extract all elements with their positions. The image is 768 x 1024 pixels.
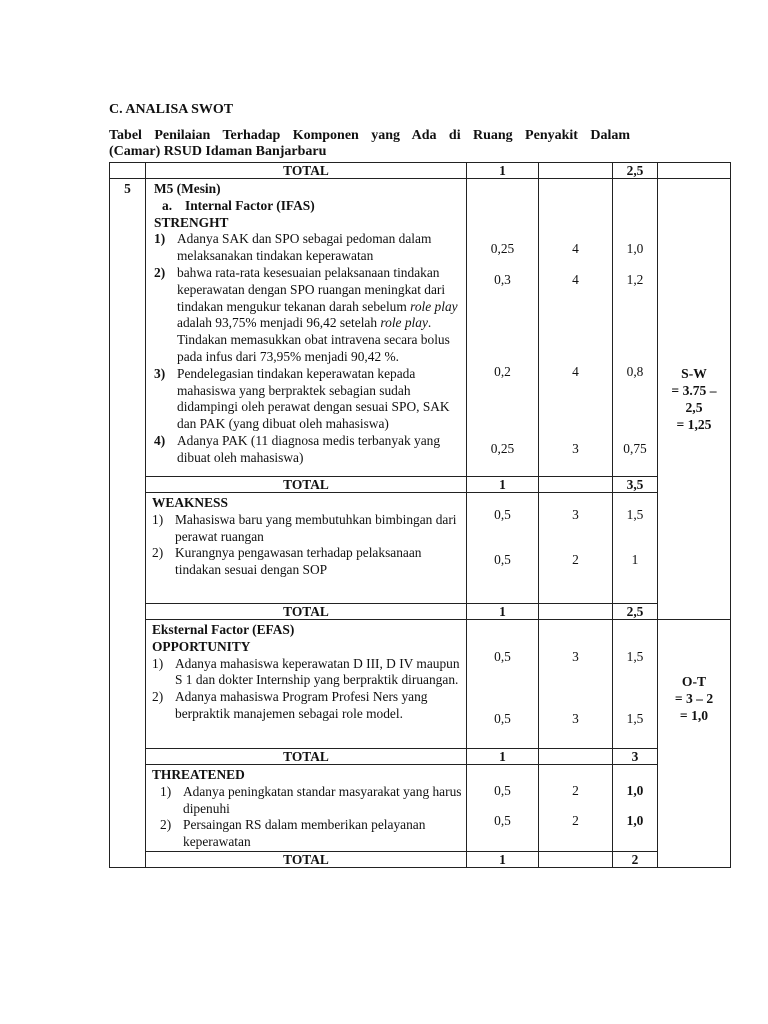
strength-scores: 1,0 1,2 0,8 0,75 [613, 179, 658, 477]
opportunity-label: OPPORTUNITY [152, 638, 251, 654]
opportunity-ratings: 3 3 [539, 620, 613, 749]
total-rating [539, 749, 613, 765]
total-rating [539, 163, 613, 179]
total-score: 3 [613, 749, 658, 765]
opportunity-item-2: 2) Adanya mahasiswa Program Profesi Ners yang berpraktik manajemen sebagai role model. [152, 689, 428, 721]
sw-result: S-W = 3.75 – 2,5 = 1,25 [658, 179, 731, 620]
total-label: TOTAL [146, 604, 467, 620]
swot-table [109, 162, 731, 868]
total-score: 2,5 [613, 604, 658, 620]
threatened-ratings: 2 2 [539, 765, 613, 852]
weakness-item-1: 1) Mahasiswa baru yang membutuhkan bimbingan dari perawat ruangan [152, 511, 457, 544]
table-row-strength-total [110, 477, 731, 493]
total-rating [539, 477, 613, 493]
opportunity-item-1: 1) Adanya mahasiswa keperawatan D III, D IV maupun S 1 dan dokter Internship yang berpraktik diruangan. [152, 655, 460, 688]
total-weight: 1 [467, 851, 539, 867]
row-number-text: 5 [124, 181, 131, 196]
strength-item-2: 2) bahwa rata-rata kesesuaian pelaksanaan tindakan keperawatan dengan SPO ruangan meningkat dari tindakan mengukur tekanan darah sebelum role play adalah 93,75% menjadi 96,42 setelah role play. Tindakan memasukkan obat intravena secara bolus pada infus dari 73,95% menjadi 90,42 %. [154, 264, 458, 364]
threatened-weights: 0,5 0,5 [467, 765, 539, 852]
weakness-item-2: 2) Kurangnya pengawasan terhadap pelaksanaan tindakan sesuai dengan SOP [152, 545, 422, 578]
total-score: 2,5 [613, 163, 658, 179]
opportunity-description [146, 620, 467, 749]
opportunity-weights: 0,5 0,5 [467, 620, 539, 749]
table-row-threatened-total [110, 851, 731, 867]
threatened-item-2: 2) Persaingan RS dalam memberikan pelayanan keperawatan [160, 817, 426, 850]
strength-label: STRENGHT [154, 214, 229, 230]
cell-empty [658, 163, 731, 179]
threatened-item-1: 1) Adanya peningkatan standar masyarakat yang harus dipenuhi [160, 783, 462, 816]
external-factor-title: Eksternal Factor (EFAS) [152, 622, 295, 637]
total-rating [539, 604, 613, 620]
strength-description [146, 179, 467, 477]
strength-item-3: 3) Pendelegasian tindakan keperawatan kepada mahasiswa yang berpraktek sebagian sudah didampingi oleh perawat dengan sesuai SPO, SAK dan PAK (yang dibuat oleh mahasiswa) [154, 365, 450, 432]
section-title: M5 (Mesin) [154, 181, 221, 196]
total-label: TOTAL [146, 163, 467, 179]
strength-item-4: 4) Adanya PAK (11 diagnosa medis terbanyak yang dibuat oleh mahasiswa) [154, 432, 441, 465]
table-row-strength [110, 179, 731, 477]
weakness-ratings: 3 2 [539, 493, 613, 604]
internal-factor-title: a. Internal Factor (IFAS) [162, 197, 315, 213]
total-label: TOTAL [146, 477, 467, 493]
table-row-opportunity [110, 620, 731, 749]
table-caption-line-1: Tabel Penilaian Terhadap Komponen yang Ada di Ruang Penyakit Dalam [109, 128, 630, 143]
total-rating [539, 851, 613, 867]
total-weight: 1 [467, 163, 539, 179]
total-label: TOTAL [146, 851, 467, 867]
strength-weights: 0,25 0,3 0,2 0,25 [467, 179, 539, 477]
weakness-weights: 0,5 0,5 [467, 493, 539, 604]
strength-ratings: 4 4 4 3 [539, 179, 613, 477]
table-row-weakness-total [110, 604, 731, 620]
table-row-threatened [110, 765, 731, 852]
cell-empty [110, 163, 146, 179]
total-score: 3,5 [613, 477, 658, 493]
total-label: TOTAL [146, 749, 467, 765]
table-caption [109, 128, 630, 160]
ot-result: O-T = 3 – 2 = 1,0 [658, 620, 731, 868]
table-row-opportunity-total [110, 749, 731, 765]
table-caption-line-2: (Camar) RSUD Idaman Banjarbaru [109, 144, 327, 159]
table-row-weakness [110, 493, 731, 604]
total-weight: 1 [467, 749, 539, 765]
threatened-label: THREATENED [152, 767, 245, 782]
row-number [110, 179, 146, 868]
threatened-scores: 1,0 1,0 [613, 765, 658, 852]
weakness-description [146, 493, 467, 604]
total-score: 2 [613, 851, 658, 867]
strength-item-1: 1) Adanya SAK dan SPO sebagai pedoman dalam melaksanakan tindakan keperawatan [154, 231, 432, 264]
opportunity-scores: 1,5 1,5 [613, 620, 658, 749]
total-weight: 1 [467, 477, 539, 493]
table-row-top-total [110, 163, 731, 179]
total-weight: 1 [467, 604, 539, 620]
weakness-scores: 1,5 1 [613, 493, 658, 604]
weakness-label: WEAKNESS [152, 495, 228, 510]
threatened-description [146, 765, 467, 852]
section-heading: C. ANALISA SWOT [109, 102, 234, 117]
